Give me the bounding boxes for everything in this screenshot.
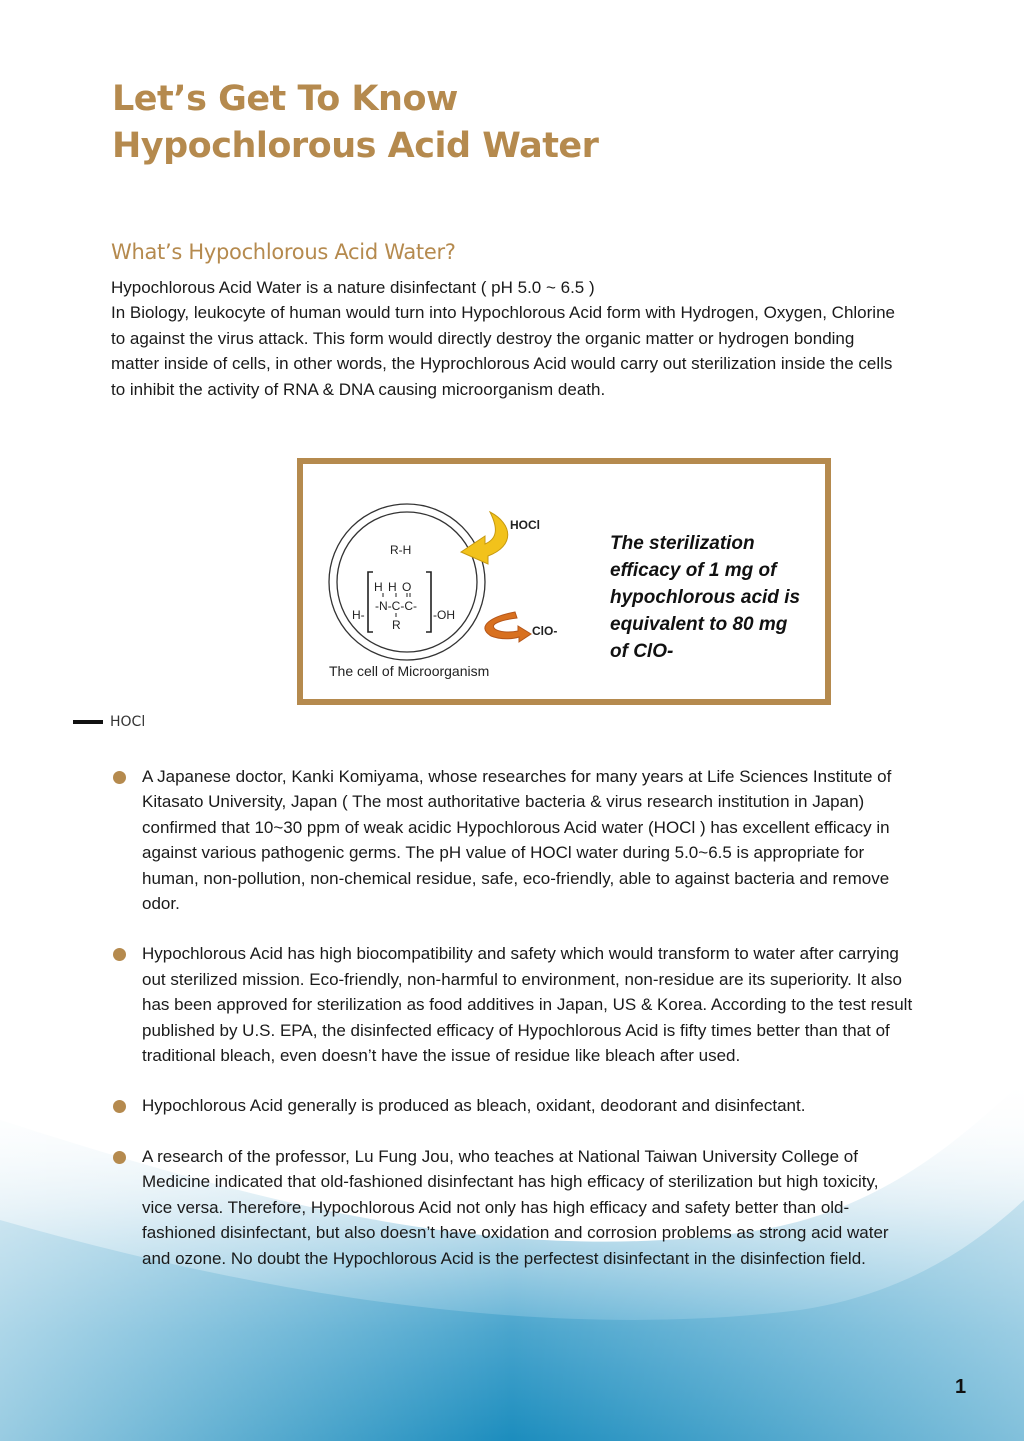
label-oh: -OH (433, 608, 455, 622)
bullet-text: A Japanese doctor, Kanki Komiyama, whose researches for many years at Life Sciences Institute of Kitasato University, Japan ( The most authoritative bacteria & virus research institution in Japan) confirmed that 10~30 ppm of weak acidic Hypochlorous Acid water (HOCl ) has excellent efficacy in against various pathogenic germs. The pH value of HOCl water during 5.0~6.5 is appropriate for human, non-pollution, non-chemical residue, safe, eco-friendly, able to against bacteria and remove odor. (142, 767, 892, 914)
section-heading: What’s Hypochlorous Acid Water? (111, 240, 456, 264)
intro-text (111, 275, 901, 402)
page-title (112, 76, 598, 170)
left-bracket (368, 572, 373, 632)
right-bracket (426, 572, 431, 632)
title-line-2: Hypochlorous Acid Water (112, 126, 599, 166)
tag-label: HOCl (110, 714, 146, 730)
intro-body: In Biology, leukocyte of human would turn into Hypochlorous Acid form with Hydrogen, Oxygen, Chlorine to against the virus attack. This form would directly destroy the organic matter or hydrogen bonding matter inside of cells, in other words, the Hyprochlorous Acid would carry out sterilization inside the cells to inhibit the activity of RNA & DNA causing microorganism death. (111, 303, 895, 399)
hocl-section-tag (73, 712, 145, 732)
bullet-text: Hypochlorous Acid generally is produced as bleach, oxidant, deodorant and disinfectant. (142, 1096, 806, 1116)
intro-line: Hypochlorous Acid Water is a nature disinfectant ( pH 5.0 ~ 6.5 ) (111, 278, 595, 297)
bullet-dot-icon (113, 771, 126, 784)
label-h-left: H- (352, 608, 365, 622)
page-number: 1 (955, 1376, 967, 1398)
hocl-arrow-icon (461, 512, 508, 564)
list-item (113, 1144, 913, 1271)
efficacy-statement: The sterilization efficacy of 1 mg of hypochlorous acid is equivalent to 80 mg of ClO- (610, 533, 801, 662)
clo-arrow-icon (485, 612, 531, 642)
bullet-list (113, 764, 913, 1296)
list-item (113, 941, 913, 1068)
label-hocl: HOCl (510, 518, 540, 532)
label-rh: R-H (390, 543, 412, 557)
label-hho: H H O (374, 580, 413, 594)
cell-caption: The cell of Microorganism (329, 663, 490, 679)
tag-dash (73, 720, 103, 724)
bullet-dot-icon (113, 948, 126, 961)
bullet-text: A research of the professor, Lu Fung Jou, who teaches at National Taiwan University College of Medicine indicated that old-fashioned disinfectant has high efficacy of sterilization but high toxicity, vice versa. Therefore, Hypochlorous Acid not only has high efficacy and safety better than old-fashioned disinfectant, but also doesn’t have oxidation and corrosion problems as strong acid water and ozone. No doubt the Hypochlorous Acid is the perfectest disinfectant in the disinfection field. (142, 1146, 889, 1268)
bullet-text: Hypochlorous Acid has high biocompatibility and safety which would transform to water after carrying out sterilized mission. Eco-friendly, non-harmful to environment, non-residue are its superiority. It also has been approved for sterilization as food additives in Japan, US & Korea. According to the test result published by U.S. EPA, the disinfected efficacy of Hypochlorous Acid is fifty times better than that of traditional bleach, even doesn’t have the issue of residue like bleach after used. (142, 944, 913, 1066)
label-r: R (392, 618, 401, 632)
label-ncc: -N-C-C- (375, 599, 417, 613)
diagram-box (297, 458, 831, 705)
label-clo: ClO- (532, 624, 558, 638)
bullet-dot-icon (113, 1100, 126, 1113)
list-item (113, 764, 913, 916)
title-line-1: Let’s Get To Know (112, 79, 458, 119)
bullet-dot-icon (113, 1151, 126, 1164)
list-item (113, 1093, 913, 1118)
